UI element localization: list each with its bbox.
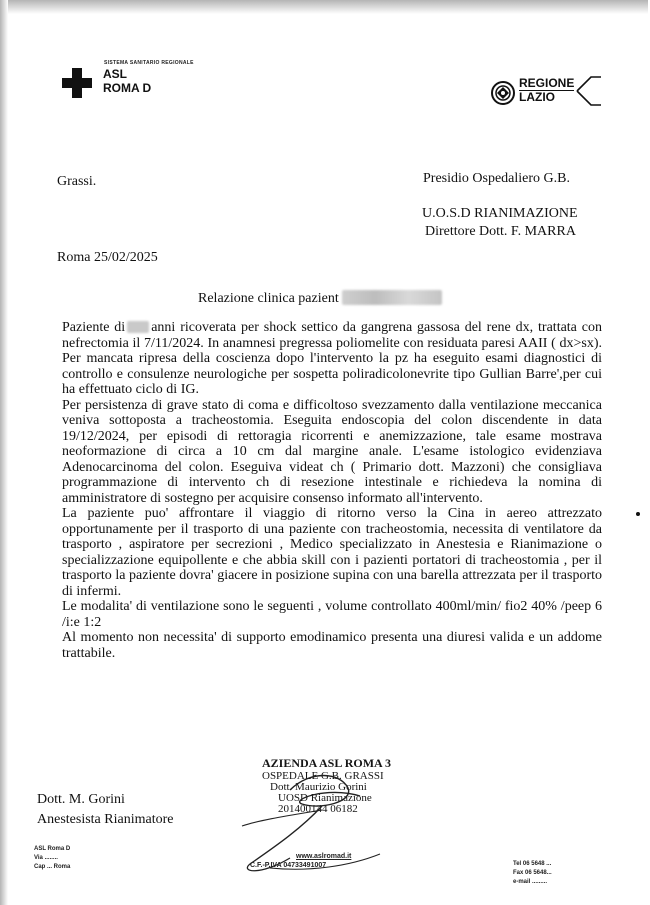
asl-line-1: ASL [103, 67, 127, 81]
signer-name: Dott. M. Gorini [37, 792, 125, 807]
footer-address [34, 845, 70, 872]
p1-start: Paziente di [62, 320, 126, 335]
regione-seal-icon [491, 81, 515, 105]
hospital-stamp [262, 757, 391, 815]
footer-contacts [513, 860, 552, 887]
stamp-line-4: UOSD Rianimazione [278, 792, 372, 804]
footer-tel: Tel 06 5648 ... [513, 861, 552, 867]
regione-line-2: LAZIO [519, 90, 555, 104]
footer-left-3: Cap ... Roma [34, 864, 71, 870]
scan-shadow-left [0, 0, 8, 905]
footer-web [250, 852, 351, 870]
recipient-left: Grassi. [57, 174, 97, 189]
hospital-director: Direttore Dott. F. MARRA [425, 224, 576, 239]
report-body [62, 320, 602, 661]
paragraph-5: Al momento non necessita' di supporto emodinamico presenta una diuresi valida e un addome trattabile. [62, 630, 602, 661]
p1-rest: anni ricoverata per shock settico da gangrena gassosa del rene dx, trattata con nefrectomia il 7/11/2024. In anamnesi pregressa poliomelite con residuata paresi AAII ( dx>sx). Per mancata ripresa della coscienza dopo l'intervento la pz ha eseguito esami diagnostici di controllo e consulenze neurologiche per sospetta poliradicolonevrite tipo Gullian Barre',per cui ha effettuato ciclo di IG. [62, 320, 602, 397]
paragraph-1 [62, 320, 602, 398]
hospital-unit: U.O.S.D RIANIMAZIONE [422, 206, 578, 221]
regione-swoosh-icon [575, 73, 603, 109]
margin-dot [636, 512, 640, 516]
paragraph-2: Per persistenza di grave stato di coma e difficoltoso svezzamento dalla ventilazione meccanica veniva sottoposta a tracheostomia. Eseguita endoscopia del colon discendente in data 19/12/2024, per episodi di rettoragia ricorrenti e anemizzazione, tale esame mostrava neoformazione di circa a 10 cm dal margine anale. L'esame istologico evidenziava Adenocarcinoma del colon. Eseguiva videat ch ( Primario dott. Mazzoni) che consigliava programmazione di intervento ch di resezione intestinale e richiedeva la nomina di amministratore di sostegno per acquisire consenso informato all'intervento. [62, 397, 602, 506]
stamp-line-3: Dott. Maurizio Gorini [270, 781, 367, 793]
footer-left-2: Via ........ [34, 855, 58, 861]
stamp-line-1: AZIENDA ASL ROMA 3 [262, 756, 392, 770]
footer-email: e-mail ......... [513, 879, 548, 885]
stamp-line-5: 201400144 06182 [278, 803, 358, 815]
regione-lazio-logo [491, 73, 603, 109]
paragraph-3: La paziente puo' affrontare il viaggio di ritorno verso la Cina in aereo attrezzato opportunamente per il trasporto di una paziente con tracheostomia, necessita di ventilatore da trasporto , aspiratore per secrezioni , Medico specializzato in Anestesia e Rianimazione o specializzazione equipollente e che abbia skill con i pazienti portatori di tracheostomia , per il trasporto la paziente dovra' giacere in posizione supina con una barella attrezzata per il trasporto di infermi. [62, 506, 602, 599]
stamp-line-2: OSPEDALE G.B. GRASSI [262, 770, 384, 782]
footer-website: www.aslromad.it [296, 853, 352, 860]
footer-fax: Fax 06 5648... [513, 870, 552, 876]
title-text: Relazione clinica pazient [198, 291, 339, 306]
regione-text [519, 77, 574, 104]
footer-fiscal-code: C.F.-P.IVA 04733491007 [250, 862, 327, 869]
redacted-age [127, 321, 149, 333]
letter-date: Roma 25/02/2025 [57, 250, 158, 265]
hospital-name: Presidio Ospedaliero G.B. [423, 171, 570, 186]
asl-cross-icon [62, 68, 92, 98]
ssn-caption: SISTEMA SANITARIO REGIONALE [104, 60, 194, 66]
redacted-patient-name [342, 290, 442, 305]
document-title [198, 290, 442, 307]
asl-logo-text [103, 67, 151, 95]
signature-block [37, 790, 173, 830]
signer-role: Anestesista Rianimatore [37, 812, 174, 827]
footer-left-1: ASL Roma D [34, 846, 71, 852]
paragraph-4: Le modalita' di ventilazione sono le seguenti , volume controllato 400ml/min/ fio2 40% /peep 6 /i:e 1:2 [62, 599, 602, 630]
regione-line-1: REGIONE [519, 76, 575, 90]
asl-line-2: ROMA D [103, 81, 152, 95]
scan-shadow-top [8, 0, 648, 14]
